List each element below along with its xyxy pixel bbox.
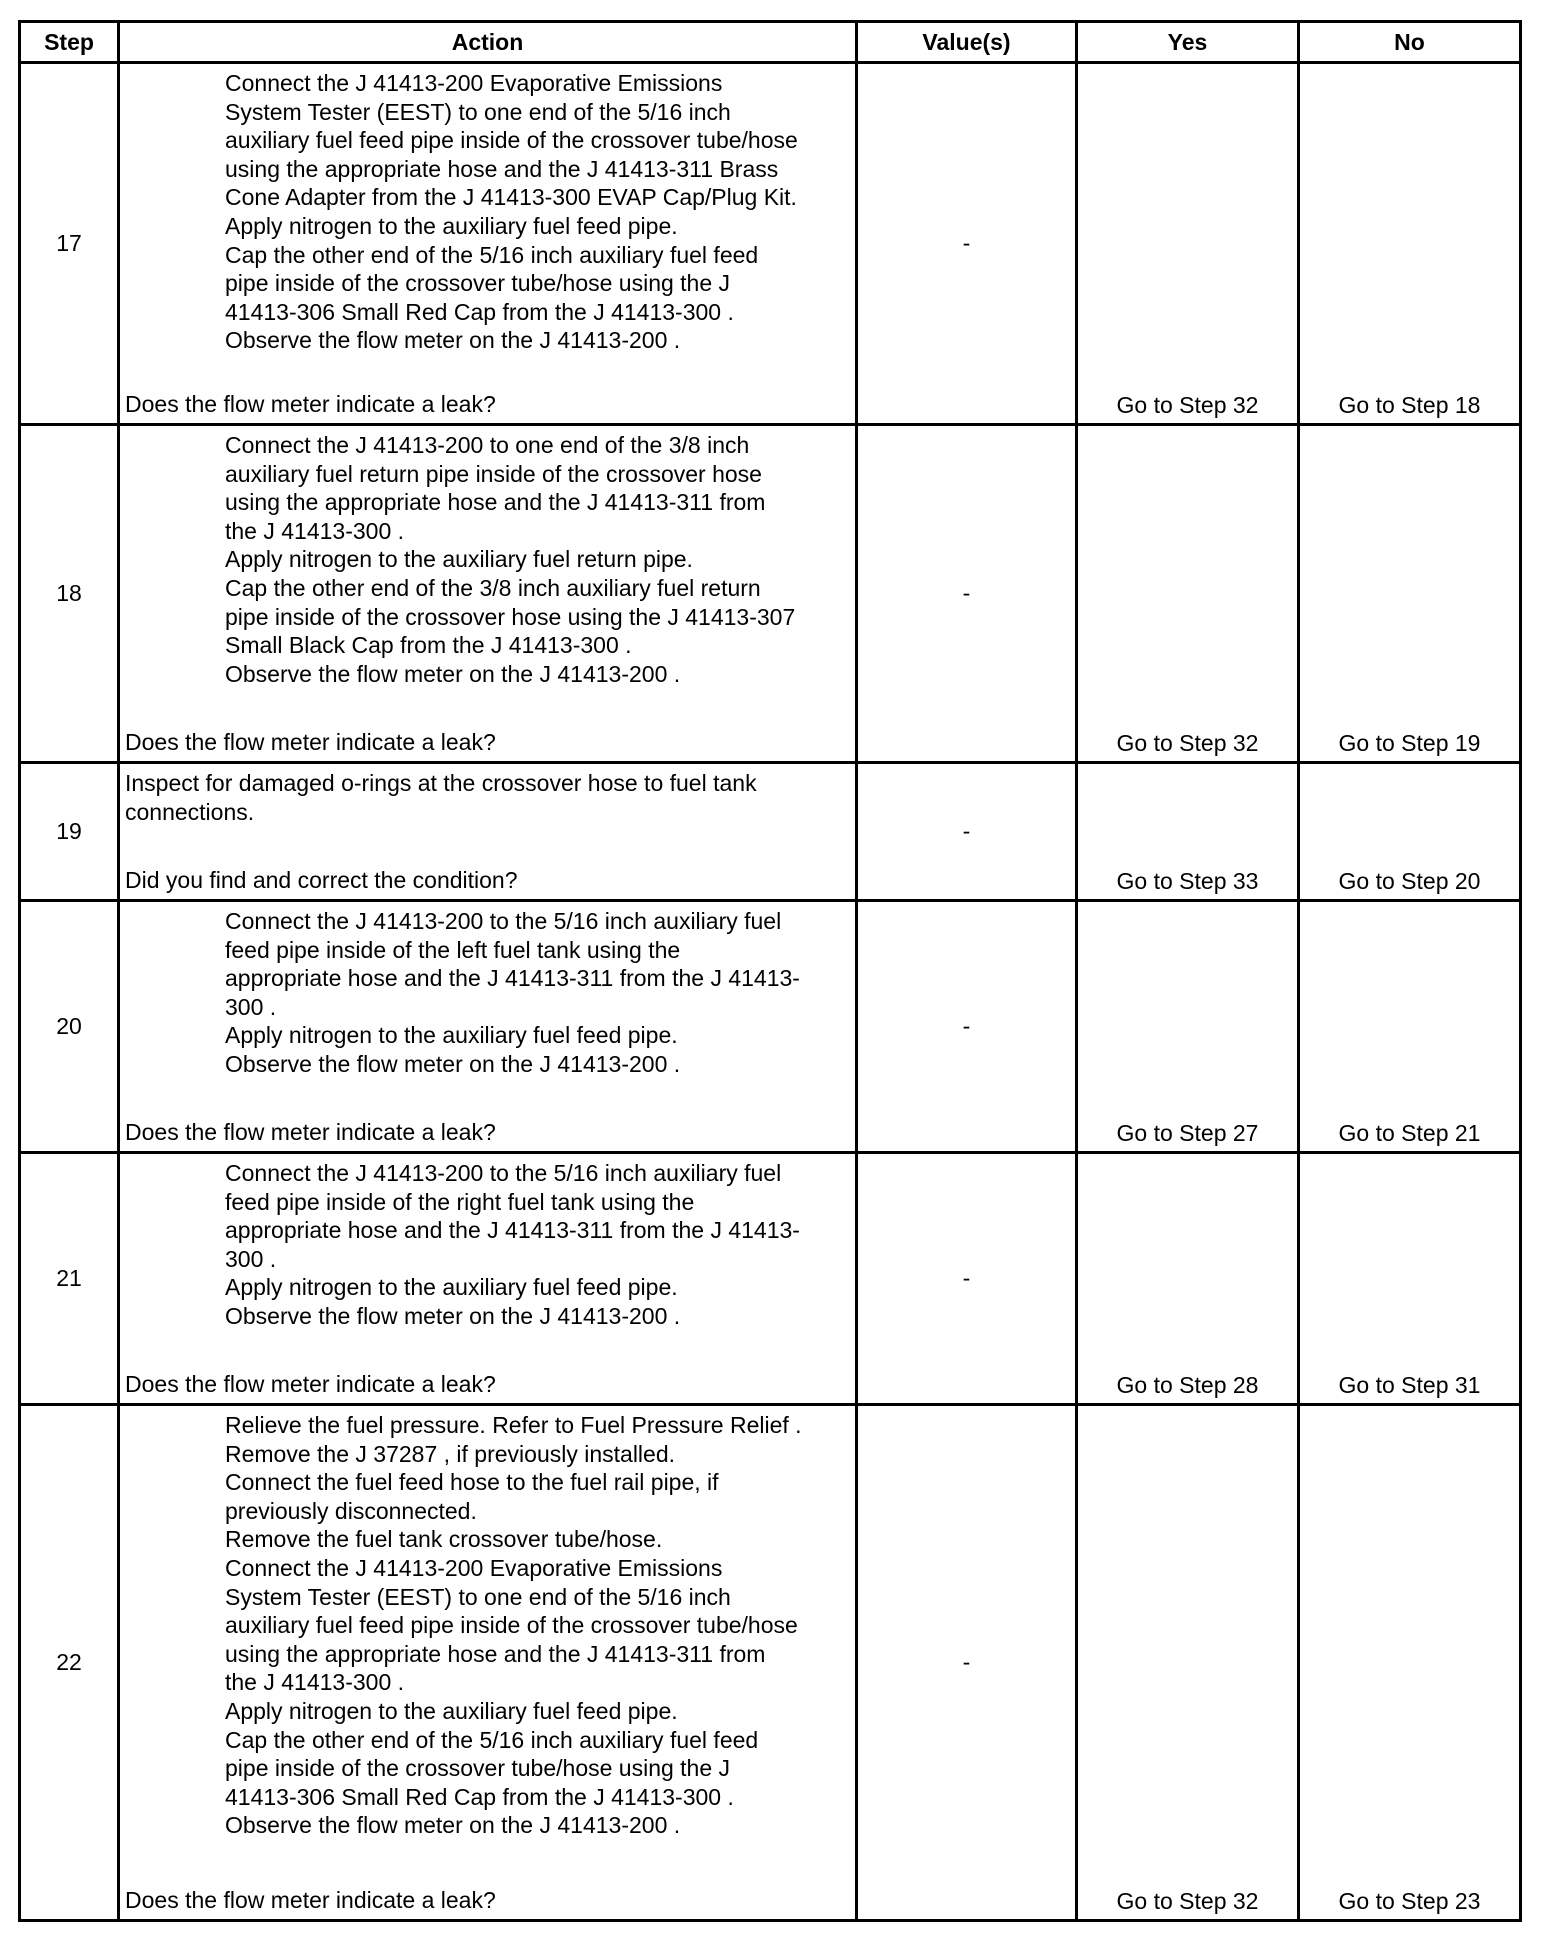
action-question: Did you find and correct the condition? [125, 867, 518, 894]
action-instruction: Connect the J 41413-200 to one end of the 3/8 inch [225, 432, 750, 458]
value-cell: - [857, 1153, 1077, 1405]
header-row [20, 22, 1521, 63]
action-instruction: Cap the other end of the 5/16 inch auxiliary fuel feed [225, 241, 759, 268]
action-instruction: auxiliary fuel feed pipe inside of the crossover tube/hose [225, 1612, 798, 1639]
step-number: 19 [20, 763, 119, 901]
action-instruction: Cap the other end of the 3/8 inch auxiliary fuel return [225, 574, 761, 601]
action-instruction: appropriate hose and the J 41413-311 from the J 41413- [225, 1217, 800, 1244]
yes-cell: Go to Step 32 [1077, 1405, 1299, 1921]
action-instruction: appropriate hose and the J 41413-311 from the J 41413- [225, 965, 800, 992]
action-instruction: Cap the other end of the 5/16 inch auxiliary fuel feed [225, 1726, 759, 1753]
step-number: 22 [20, 1405, 119, 1921]
action-instruction: Cone Adapter from the J 41413-300 EVAP Cap/Plug Kit. [225, 184, 797, 211]
header-no: No [1299, 22, 1521, 63]
value-cell: - [857, 1405, 1077, 1921]
table-row [20, 763, 1521, 901]
action-question: Does the flow meter indicate a leak? [125, 391, 496, 418]
action-instruction: previously disconnected. [225, 1497, 477, 1524]
action-instruction: Inspect for damaged o-rings at the crossover hose to fuel tank [125, 770, 757, 796]
table-row [20, 425, 1521, 763]
action-instruction: Apply nitrogen to the auxiliary fuel feed pipe. [225, 212, 678, 239]
table-row [20, 1405, 1521, 1921]
action-instruction: connections. [125, 798, 255, 825]
action-instruction: auxiliary fuel return pipe inside of the crossover hose [225, 460, 762, 487]
yes-cell: Go to Step 32 [1077, 425, 1299, 763]
step-number: 17 [20, 63, 119, 425]
action-instruction: System Tester (EEST) to one end of the 5/16 inch [225, 1583, 731, 1610]
action-instruction: 41413-306 Small Red Cap from the J 41413-300 . [225, 1783, 734, 1810]
action-instruction: 300 . [225, 993, 277, 1020]
action-instruction: Observe the flow meter on the J 41413-200 . [225, 327, 681, 354]
header-yes: Yes [1077, 22, 1299, 63]
table-row [20, 901, 1521, 1153]
diagnostic-table [18, 20, 1522, 1922]
action-instruction: System Tester (EEST) to one end of the 5/16 inch [225, 98, 731, 125]
yes-cell: Go to Step 27 [1077, 901, 1299, 1153]
no-cell: Go to Step 20 [1299, 763, 1521, 901]
action-instruction: Connect the J 41413-200 to the 5/16 inch auxiliary fuel [225, 1160, 782, 1186]
action-instruction: auxiliary fuel feed pipe inside of the crossover tube/hose [225, 127, 798, 154]
action-cell [119, 425, 857, 763]
action-instruction: Relieve the fuel pressure. Refer to Fuel Pressure Relief . [225, 1412, 802, 1438]
step-number: 20 [20, 901, 119, 1153]
value-cell: - [857, 425, 1077, 763]
header-action: Action [119, 22, 857, 63]
action-instruction: Apply nitrogen to the auxiliary fuel return pipe. [225, 546, 693, 573]
action-cell [119, 763, 857, 901]
action-question: Does the flow meter indicate a leak? [125, 1119, 496, 1146]
action-question: Does the flow meter indicate a leak? [125, 729, 496, 756]
action-instruction: pipe inside of the crossover tube/hose using the J [225, 270, 731, 297]
action-instruction: using the appropriate hose and the J 41413-311 from [225, 489, 766, 516]
table-row [20, 63, 1521, 425]
action-instruction: Connect the J 41413-200 Evaporative Emissions [225, 70, 723, 96]
action-instruction: 300 . [225, 1245, 277, 1272]
value-cell: - [857, 763, 1077, 901]
action-instruction: Connect the fuel feed hose to the fuel rail pipe, if [225, 1469, 719, 1496]
action-instruction: Remove the J 37287 , if previously installed. [225, 1440, 676, 1467]
action-cell [119, 901, 857, 1153]
value-cell: - [857, 901, 1077, 1153]
action-instruction: feed pipe inside of the left fuel tank using the [225, 936, 681, 963]
action-instruction: the J 41413-300 . [225, 1669, 405, 1696]
header-step: Step [20, 22, 119, 63]
action-instruction: Remove the fuel tank crossover tube/hose. [225, 1526, 663, 1553]
table-row [20, 1153, 1521, 1405]
action-instruction: Apply nitrogen to the auxiliary fuel feed pipe. [225, 1697, 678, 1724]
action-instruction: Apply nitrogen to the auxiliary fuel feed pipe. [225, 1022, 678, 1049]
yes-cell: Go to Step 32 [1077, 63, 1299, 425]
action-instruction: Observe the flow meter on the J 41413-200 . [225, 1812, 681, 1839]
action-instruction: feed pipe inside of the right fuel tank using the [225, 1188, 695, 1215]
action-instruction: Apply nitrogen to the auxiliary fuel feed pipe. [225, 1274, 678, 1301]
yes-cell: Go to Step 28 [1077, 1153, 1299, 1405]
action-question: Does the flow meter indicate a leak? [125, 1887, 496, 1914]
action-instruction: the J 41413-300 . [225, 517, 405, 544]
action-instruction: Connect the J 41413-200 to the 5/16 inch auxiliary fuel [225, 908, 782, 934]
action-cell [119, 63, 857, 425]
value-cell: - [857, 63, 1077, 425]
step-number: 18 [20, 425, 119, 763]
action-instruction: Observe the flow meter on the J 41413-200 . [225, 1302, 681, 1329]
action-instruction: using the appropriate hose and the J 41413-311 from [225, 1640, 766, 1667]
header-values: Value(s) [857, 22, 1077, 63]
action-instruction: using the appropriate hose and the J 41413-311 Brass [225, 155, 779, 182]
no-cell: Go to Step 18 [1299, 63, 1521, 425]
action-cell [119, 1153, 857, 1405]
action-instruction: 41413-306 Small Red Cap from the J 41413-300 . [225, 298, 734, 325]
action-instruction: Observe the flow meter on the J 41413-200 . [225, 660, 681, 687]
no-cell: Go to Step 19 [1299, 425, 1521, 763]
action-instruction: Small Black Cap from the J 41413-300 . [225, 632, 632, 659]
action-cell [119, 1405, 857, 1921]
action-question: Does the flow meter indicate a leak? [125, 1371, 496, 1398]
no-cell: Go to Step 21 [1299, 901, 1521, 1153]
action-instruction: pipe inside of the crossover tube/hose using the J [225, 1755, 731, 1782]
yes-cell: Go to Step 33 [1077, 763, 1299, 901]
no-cell: Go to Step 31 [1299, 1153, 1521, 1405]
step-number: 21 [20, 1153, 119, 1405]
action-instruction: Connect the J 41413-200 Evaporative Emissions [225, 1554, 723, 1581]
action-instruction: Observe the flow meter on the J 41413-200 . [225, 1050, 681, 1077]
action-instruction: pipe inside of the crossover hose using the J 41413-307 [225, 603, 796, 630]
no-cell: Go to Step 23 [1299, 1405, 1521, 1921]
